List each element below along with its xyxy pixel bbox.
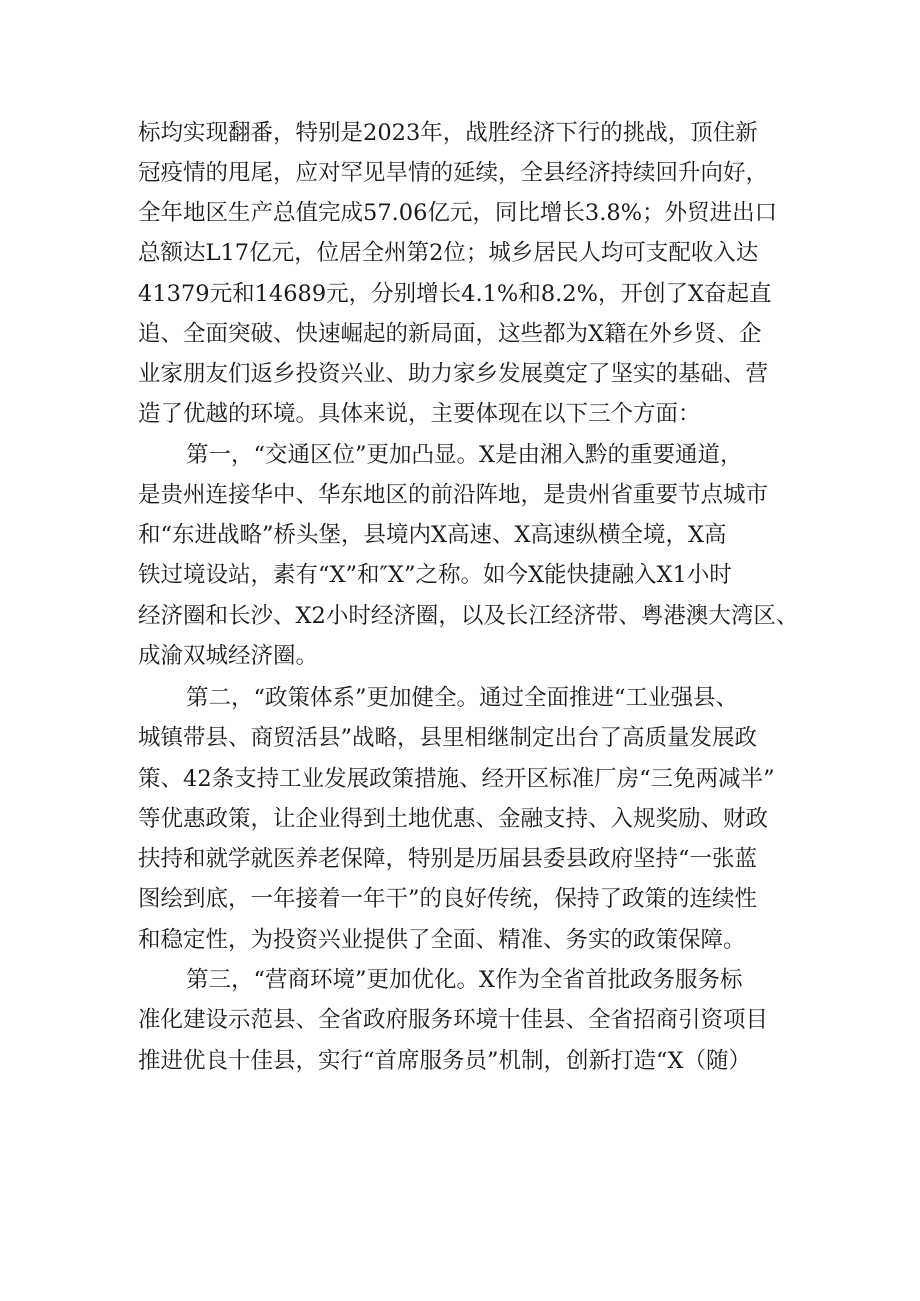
text-line: 和稳定性，为投资兴业提供了全面、精准、务实的政策保障。 (138, 927, 746, 953)
text-line: 总额达L17亿元，位居全州第2位；城乡居民人均可支配收入达 (138, 240, 759, 266)
text-line: 准化建设示范县、全省政府服务环境十佳县、全省招商引资项目 (138, 1007, 769, 1033)
text-line: 经济圈和长沙、X2小时经济圈，以及长江经济带、粤港澳大湾区、 (138, 603, 799, 629)
paragraph-first-line: 第一，“交通区位”更加凸显。X是由湘入黔的重要通道， (186, 442, 743, 468)
text-line: 城镇带县、商贸活县”战略，县里相继制定出台了高质量发展政 (138, 725, 758, 751)
paragraph-first-line: 第三，“营商环境”更加优化。X作为全省首批政务服务标 (186, 967, 743, 993)
text-line: 41379元和14689元，分别增长4.1%和8.2%，开创了X奋起直 (138, 281, 772, 307)
text-line: 全年地区生产总值完成57.06亿元，同比增长3.8%；外贸进出口 (138, 200, 778, 226)
text-line: 等优惠政策，让企业得到土地优惠、金融支持、入规奖励、财政 (138, 806, 769, 832)
text-line: 成渝双城经济圈。 (138, 643, 319, 669)
text-line: 铁过境设站，素有“X”和″X”之称。如今X能快捷融入X1小时 (138, 562, 732, 588)
text-line: 扶持和就学就医养老保障，特别是历届县委县政府坚持“一张蓝 (138, 846, 758, 872)
text-line: 标均实现翻番，特别是2023年，战胜经济下行的挑战，顶住新 (138, 120, 758, 146)
paragraph-first-line: 第二，“政策体系”更加健全。通过全面推进“工业强县、 (186, 685, 739, 711)
text-line: 冠疫情的甩尾，应对罕见旱情的延续，全县经济持续回升向好， (138, 160, 769, 186)
text-line: 追、全面突破、快速崛起的新局面，这些都为X籍在外乡贤、企 (138, 321, 762, 347)
text-line: 业家朋友们返乡投资兴业、助力家乡发展奠定了坚实的基础、营 (138, 361, 769, 387)
text-line: 和“东进战略”桥头堡，县境内X高速、X高速纵横全境，X高 (138, 522, 727, 548)
text-line: 是贵州连接华中、华东地区的前沿阵地，是贵州省重要节点城市 (138, 482, 769, 508)
text-line: 推进优良十佳县，实行“首席服务员”机制，创新打造“X（随） (138, 1048, 752, 1074)
text-line: 造了优越的环境。具体来说，主要体现在以下三个方面： (138, 401, 701, 427)
text-line: 策、42条支持工业发展政策措施、经开区标准厂房“三免两减半” (138, 766, 775, 792)
text-line: 图绘到底，一年接着一年干”的良好传统，保持了政策的连续性 (138, 886, 758, 912)
